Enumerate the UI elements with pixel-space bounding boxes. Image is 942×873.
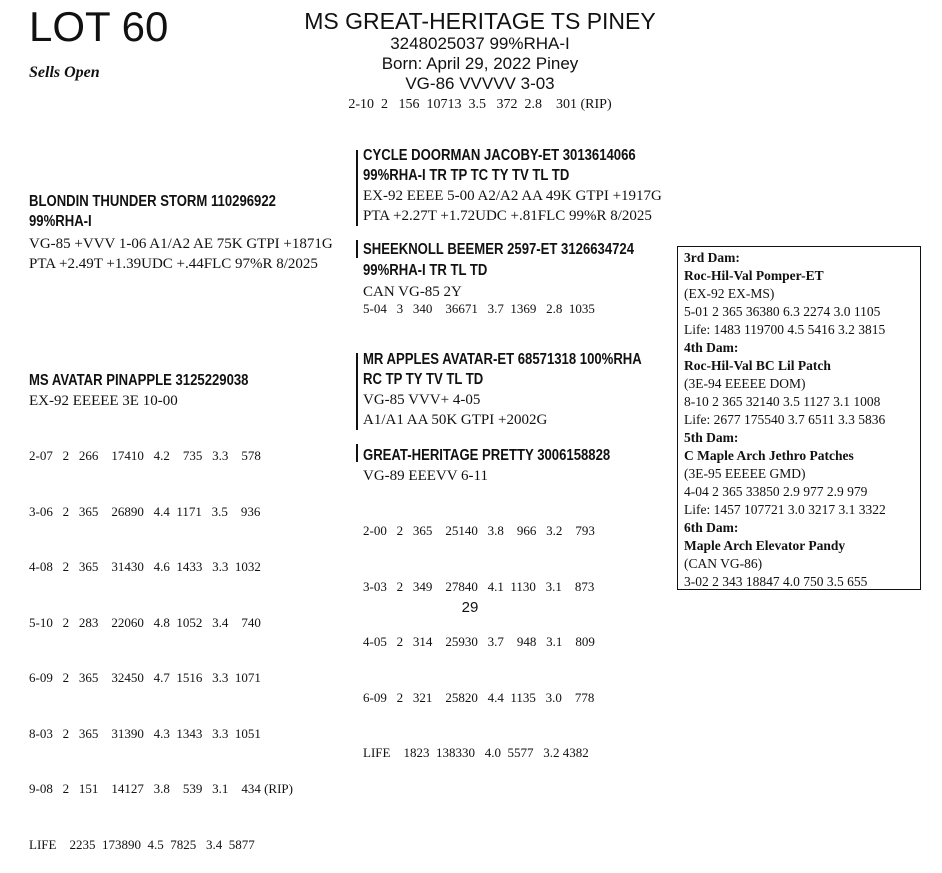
dam5-classification: (3E-95 EEEEE GMD) <box>684 466 806 481</box>
sire-pta: PTA +2.49T +1.39UDC +.44FLC 97%R 8/2025 <box>29 256 318 272</box>
maternal-grandsire-genomics: A1/A1 AA 50K GTPI +2002G <box>363 412 548 428</box>
paternal-granddam-markers: 99%RHA-I TR TL TD <box>363 262 488 279</box>
dam4-classification: (3E-94 EEEEE DOM) <box>684 376 806 391</box>
dam6-heading: 6th Dam: <box>684 520 739 535</box>
sire-classification: VG-85 +VVV 1-06 A1/A2 AE 75K GTPI +1871G <box>29 236 333 252</box>
dam3-name: Roc-Hil-Val Pomper-ET <box>684 268 824 283</box>
granddam-record-row: 6-09 2 321 25820 4.4 1135 3.0 778 <box>363 689 595 705</box>
dam-record-row: 9-08 2 151 14127 3.8 539 3.1 434 (RIP) <box>29 781 293 796</box>
granddam-record-row: 2-00 2 365 25140 3.8 966 3.2 793 <box>363 523 595 538</box>
maternal-granddam-classification: VG-89 EEEVV 6-11 <box>363 468 488 484</box>
dam-name: MS AVATAR PINAPPLE 3125229038 <box>29 372 249 389</box>
sire-breed: 99%RHA-I <box>29 213 92 230</box>
dam3-classification: (EX-92 EX-MS) <box>684 286 775 301</box>
dam-record-row: 6-09 2 365 32450 4.7 1516 3.3 1071 <box>29 670 261 685</box>
pedigree-bracket-sire-top <box>356 150 358 226</box>
paternal-granddam-name: SHEEKNOLL BEEMER 2597-ET 3126634724 <box>363 241 635 258</box>
animal-name: MS GREAT-HERITAGE TS PINEY <box>304 8 656 34</box>
maternal-granddam-records <box>363 485 595 781</box>
sire-name: BLONDIN THUNDER STORM 110296922 <box>29 193 276 210</box>
paternal-granddam-classification: CAN VG-85 2Y <box>363 284 462 300</box>
maternal-grandsire-markers: RC TP TY TV TL TD <box>363 371 484 388</box>
dam3-record: 5-01 2 365 36380 6.3 2274 3.0 1105 <box>684 304 881 319</box>
pedigree-bracket-dam-top <box>356 353 358 430</box>
dam6-name: Maple Arch Elevator Pandy <box>684 538 846 553</box>
granddam-record-life: LIFE 1823 138330 4.0 5577 3.2 4382 <box>363 745 589 760</box>
dam-records <box>29 410 293 873</box>
dam5-life: Life: 1457 107721 3.0 3217 3.1 3322 <box>684 502 886 517</box>
sells-note: Sells Open <box>29 64 100 81</box>
dam6-record: 3-02 2 343 18847 4.0 750 3.5 655 <box>684 574 868 589</box>
paternal-grandsire-name: CYCLE DOORMAN JACOBY-ET 3013614066 <box>363 147 636 164</box>
maternal-grandsire-classification: VG-85 VVV+ 4-05 <box>363 392 481 408</box>
dam4-heading: 4th Dam: <box>684 340 739 355</box>
dam-record-life: LIFE 2235 173890 4.5 7825 3.4 5877 <box>29 836 255 852</box>
dam-record-row: 4-08 2 365 31430 4.6 1433 3.3 1032 <box>29 559 261 574</box>
dam6-classification: (CAN VG-86) <box>684 556 763 571</box>
lot-number: LOT 60 <box>29 3 169 50</box>
animal-birth: Born: April 29, 2022 Piney <box>381 54 579 73</box>
paternal-grandsire-markers: 99%RHA-I TR TP TC TY TV TL TD <box>363 167 570 184</box>
pedigree-bracket-dam-bottom <box>356 444 358 462</box>
paternal-granddam-record: 5-04 3 340 36671 3.7 1369 2.8 1035 <box>363 301 595 316</box>
animal-score: VG-86 VVVVV 3-03 <box>405 74 555 93</box>
granddam-record-row: 4-05 2 314 25930 3.7 948 3.1 809 <box>363 634 595 649</box>
dam-record-row: 5-10 2 283 22060 4.8 1052 3.4 740 <box>29 614 261 630</box>
maternal-grandsire-name: MR APPLES AVATAR-ET 68571318 100%RHA <box>363 351 642 368</box>
pedigree-bracket-sire-bottom <box>356 240 358 258</box>
dam-record-row: 2-07 2 266 17410 4.2 735 3.3 578 <box>29 448 261 463</box>
dam-record-row: 8-03 2 365 31390 4.3 1343 3.3 1051 <box>29 725 261 741</box>
dam-classification: EX-92 EEEEE 3E 10-00 <box>29 393 178 409</box>
granddam-record-row: 3-03 2 349 27840 4.1 1130 3.1 873 <box>363 578 595 594</box>
dam3-life: Life: 1483 119700 4.5 5416 3.2 3815 <box>684 322 886 337</box>
dam5-record: 4-04 2 365 33850 2.9 977 2.9 979 <box>684 484 868 499</box>
dam3-heading: 3rd Dam: <box>684 250 740 265</box>
dam4-life: Life: 2677 175540 3.7 6511 3.3 5836 <box>684 412 886 427</box>
paternal-grandsire-classification: EX-92 EEEE 5-00 A2/A2 AA 49K GTPI +1917G <box>363 188 662 204</box>
animal-registration: 3248025037 99%RHA-I <box>390 34 570 53</box>
animal-record: 2-10 2 156 10713 3.5 372 2.8 301 (RIP) <box>348 97 612 112</box>
dam4-name: Roc-Hil-Val BC Lil Patch <box>684 358 831 373</box>
paternal-grandsire-pta: PTA +2.27T +1.72UDC +.81FLC 99%R 8/2025 <box>363 208 652 224</box>
dam-record-row: 3-06 2 365 26890 4.4 1171 3.5 936 <box>29 503 261 519</box>
dam5-heading: 5th Dam: <box>684 430 739 445</box>
maternal-granddam-name: GREAT-HERITAGE PRETTY 3006158828 <box>363 447 611 464</box>
dam4-record: 8-10 2 365 32140 3.5 1127 3.1 1008 <box>684 394 881 409</box>
dam5-name: C Maple Arch Jethro Patches <box>684 448 854 463</box>
page-number: 29 <box>461 599 479 616</box>
